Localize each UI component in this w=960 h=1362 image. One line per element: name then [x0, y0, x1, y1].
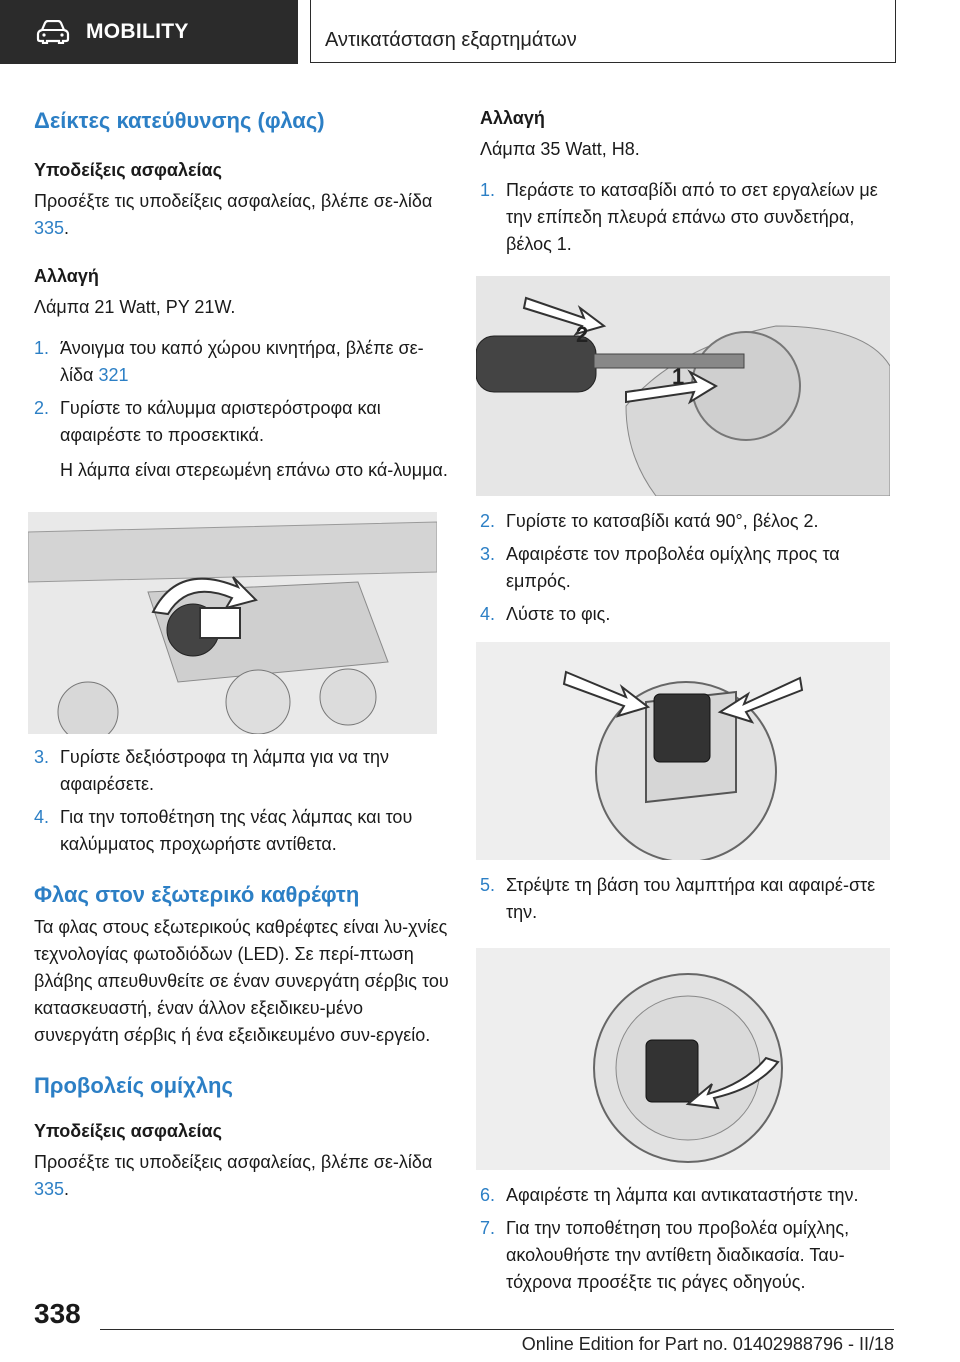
engine-bay-illustration	[28, 512, 437, 734]
mirror-text: Τα φλας στους εξωτερικούς καθρέφτες είναι λυ-χνίες τεχνολογίας φωτοδιόδων (LED). Σε περί-πτωση βλάβης απευθυνθείτε σε έναν συνεργάτη σέρβις του κατασκευαστή, έναν άλλον εξειδικευ-μένο συνεργάτη σέρβις ή ένα εξειδικευμένο συν-εργείο.	[34, 917, 449, 1045]
heading-fog-lights: Προβολείς ομίχλης	[34, 1073, 233, 1098]
steps-list-b	[34, 744, 449, 858]
page-link-321[interactable]: 321	[98, 365, 129, 385]
step-item: 2. Γυρίστε το κατσαβίδι κατά 90°, βέλος 2.	[480, 511, 819, 531]
step-item: 2. Γυρίστε το κάλυμμα αριστερόστροφα και αφαιρέστε το προσεκτικά. Η λάμπα είναι στερεωμένη επάνω στο κά-λυμμα.	[34, 398, 448, 480]
steps-list-c	[480, 177, 895, 258]
heading-mirror-indicators: Φλας στον εξωτερικό καθρέφτη	[34, 882, 360, 907]
step-item: 3. Γυρίστε δεξιόστροφα τη λάμπα για να την αφαιρέσετε.	[34, 747, 390, 794]
arrow-label-2: 2	[576, 322, 589, 347]
arrow-label-1: 1	[672, 364, 685, 389]
step-item: 1. Περάστε το κατσαβίδι από το σετ εργαλείων με την επίπεδη πλευρά επάνω στο συνδετήρα, βέλος 1.	[480, 180, 878, 254]
section-tab-mobility[interactable]	[0, 0, 298, 64]
footer-divider	[100, 1329, 894, 1330]
lamp-holder-illustration	[476, 948, 890, 1170]
step-item: 4. Για την τοποθέτηση της νέας λάμπας και του καλύμματος προχωρήστε αντίθετα.	[34, 807, 413, 854]
change-heading-right: Αλλαγή	[480, 108, 545, 128]
page-number: 338	[34, 1298, 81, 1329]
step-item: 4. Λύστε το φις.	[480, 604, 611, 624]
steps-list-f	[480, 1182, 895, 1296]
chapter-title: Αντικατάσταση εξαρτημάτων	[325, 29, 577, 51]
right-column	[480, 98, 895, 1296]
heading-indicators: Δείκτες κατεύθυνσης (φλας)	[34, 108, 325, 133]
safety-heading: Υποδείξεις ασφαλείας	[34, 160, 222, 180]
car-icon	[36, 20, 70, 44]
fog-safety-heading: Υποδείξεις ασφαλείας	[34, 1121, 222, 1141]
screwdriver-illustration	[476, 276, 890, 496]
change-heading-left: Αλλαγή	[34, 266, 99, 286]
step-item: 5. Στρέψτε τη βάση του λαμπτήρα και αφαιρέ-στε την.	[480, 875, 876, 922]
lamp-type-right: Λάμπα 35 Watt, H8.	[480, 139, 640, 159]
edition-info: Online Edition for Part no. 01402988796 - II/18	[521, 1334, 894, 1354]
step-item: 1. Άνοιγμα του καπό χώρου κινητήρα, βλέπε σε-λίδα 321	[34, 338, 424, 385]
left-column	[34, 98, 449, 1203]
steps-list-e	[480, 872, 895, 926]
section-tab-label: MOBILITY	[86, 20, 189, 43]
fog-safety-text: Προσέξτε τις υποδείξεις ασφαλείας, βλέπε σε-λίδα 335.	[34, 1152, 433, 1199]
steps-list-a	[34, 335, 449, 484]
steps-list-d	[480, 508, 895, 628]
lamp-type-left: Λάμπα 21 Watt, PY 21W.	[34, 297, 236, 317]
chapter-title-box	[310, 0, 896, 63]
step-item: 6. Αφαιρέστε τη λάμπα και αντικαταστήστε την.	[480, 1185, 859, 1205]
safety-text: Προσέξτε τις υποδείξεις ασφαλείας, βλέπε σε-λίδα 335.	[34, 191, 433, 238]
step-item: 3. Αφαιρέστε τον προβολέα ομίχλης προς τα εμπρός.	[480, 544, 840, 591]
step-item: 7. Για την τοποθέτηση του προβολέα ομίχλης, ακολουθήστε την αντίθετη διαδικασία. Ταυ-τόχρονα προσέξτε τις ράγες οδηγούς.	[480, 1218, 850, 1292]
page-link-335[interactable]: 335	[34, 218, 65, 238]
plug-illustration	[476, 642, 890, 860]
page-link-335-fog[interactable]: 335	[34, 1179, 65, 1199]
